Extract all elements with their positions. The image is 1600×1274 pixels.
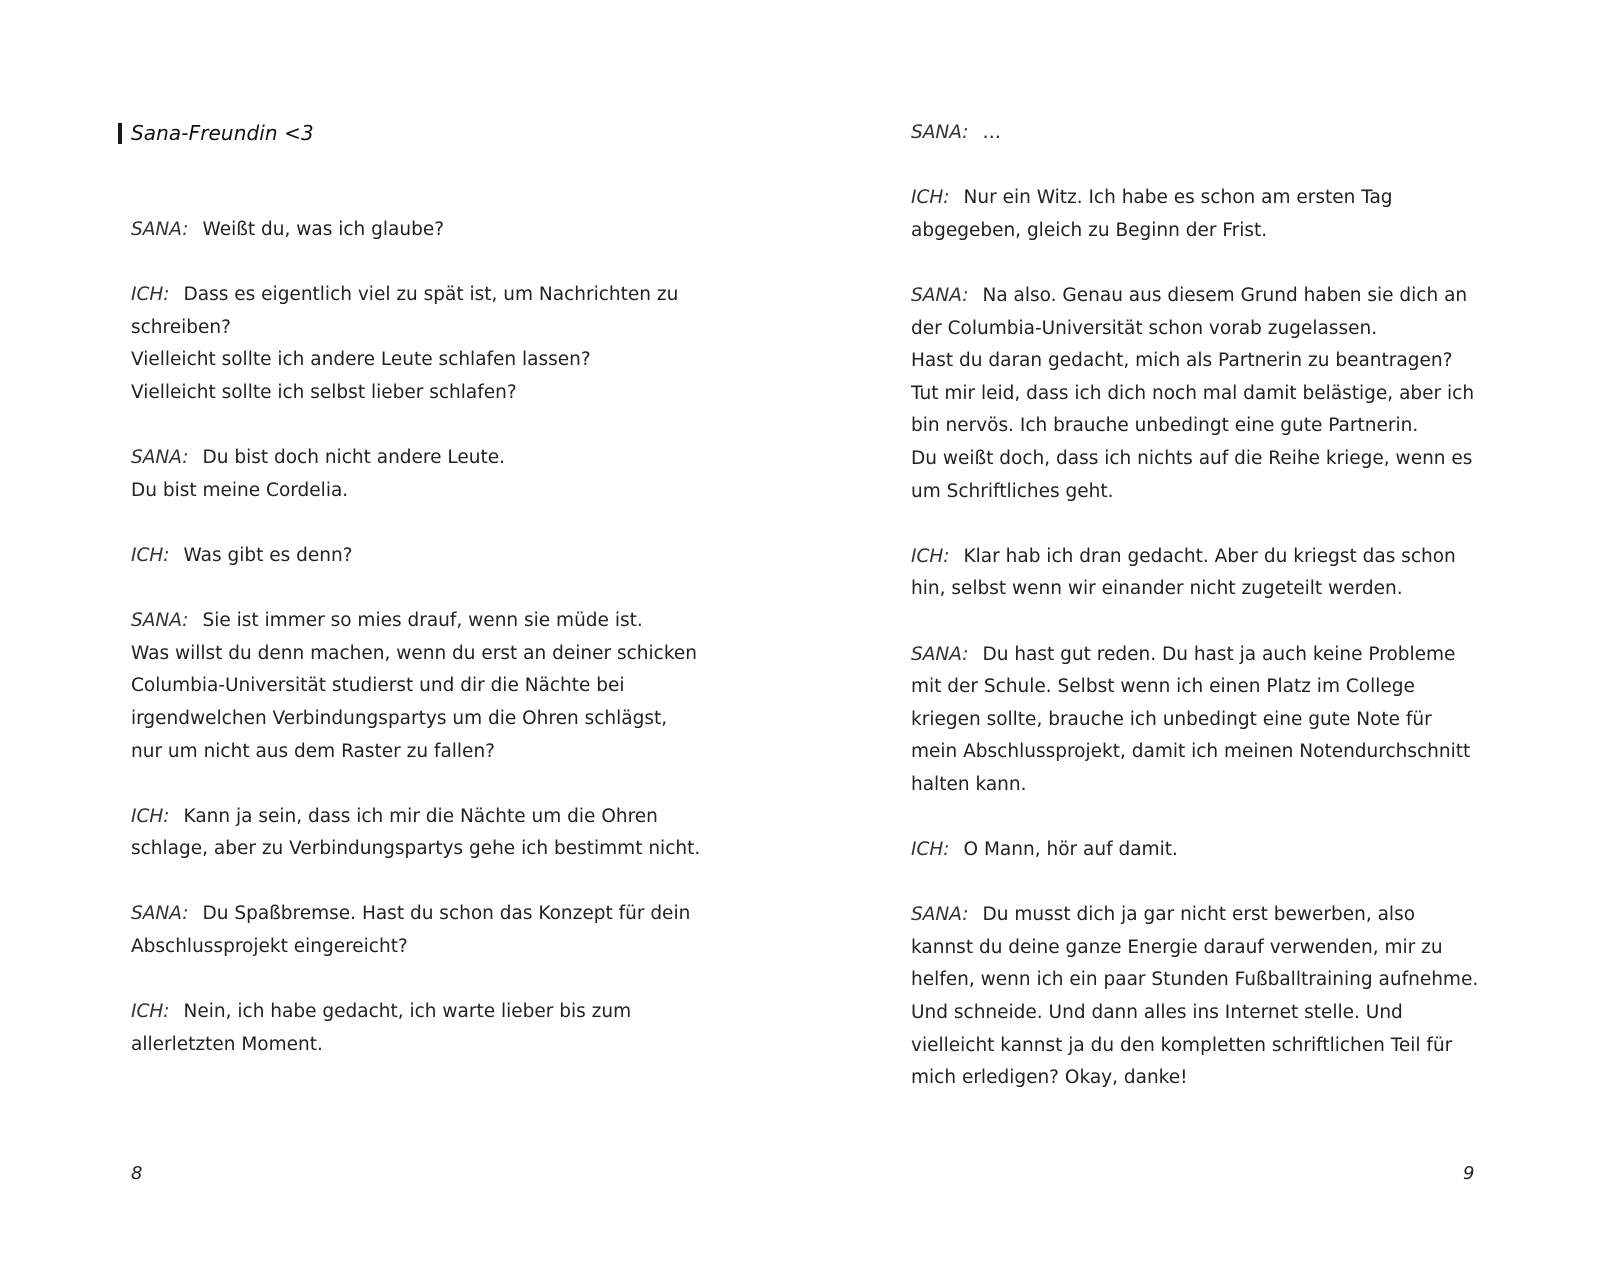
dialogue-text: … — [982, 122, 1001, 143]
dialogue-line — [911, 639, 1501, 672]
dialogue-entry — [911, 280, 1501, 508]
dialogue-text: der Columbia-Universität schon vorab zugelassen. — [911, 317, 1378, 339]
dialogue-text: Hast du daran gedacht, mich als Partnerin zu beantragen? — [911, 350, 1453, 372]
dialogue-line — [131, 670, 711, 703]
dialogue-text: Tut mir leid, dass ich dich noch mal damit belästige, aber ich — [911, 382, 1475, 404]
dialogue-line — [131, 279, 711, 312]
dialogue-line — [131, 475, 711, 508]
dialogue-line — [911, 541, 1501, 574]
dialogue-text: halten kann. — [911, 773, 1027, 795]
dialogue-line — [911, 1030, 1501, 1063]
dialogue-text: schlage, aber zu Verbindungspartys gehe ich bestimmt nicht. — [131, 838, 701, 860]
dialogue-line — [131, 703, 711, 736]
dialogue-text: Weißt du, was ich glaube? — [202, 219, 445, 240]
dialogue-line — [911, 378, 1501, 411]
speaker-label: SANA: — [131, 447, 189, 469]
speaker-label: ICH: — [131, 1001, 170, 1023]
dialogue-entry — [911, 182, 1501, 247]
dialogue-line — [911, 410, 1501, 443]
speaker-label: ICH: — [911, 187, 950, 209]
dialogue-line — [911, 182, 1501, 215]
dialogue-text: allerletzten Moment. — [131, 1033, 323, 1055]
dialogue-line — [131, 442, 711, 475]
dialogue-text: irgendwelchen Verbindungspartys um die Ohren schlägst, — [131, 707, 668, 729]
dialogue-line — [911, 1062, 1501, 1095]
speaker-label: SANA: — [131, 903, 189, 925]
dialogue-line — [131, 736, 711, 769]
dialogue-line — [131, 540, 711, 573]
dialogue-line — [131, 605, 711, 638]
dialogue-text: Nur ein Witz. Ich habe es schon am ersten Tag — [963, 187, 1393, 209]
dialogue-text: bin nervös. Ich brauche unbedingt eine gute Partnerin. — [911, 415, 1419, 437]
dialogue-line — [911, 443, 1501, 476]
dialogue-line — [131, 996, 711, 1029]
dialogue-line — [131, 638, 711, 671]
dialogue-text: hin, selbst wenn wir einander nicht zugeteilt werden. — [911, 578, 1403, 600]
dialogue-line — [911, 573, 1501, 606]
dialogue-entry — [131, 540, 711, 573]
speaker-label: ICH: — [131, 544, 170, 566]
dialogue-entry — [131, 898, 711, 963]
header-bar-mark — [118, 123, 122, 144]
dialogue-line — [911, 476, 1501, 509]
dialogue-text: kannst du deine ganze Energie darauf verwenden, mir zu — [911, 936, 1443, 958]
dialogue-text: Abschlussprojekt eingereicht? — [131, 936, 408, 958]
dialogue-text: Du hast gut reden. Du hast ja auch keine Probleme — [982, 643, 1456, 665]
dialogue-entry — [131, 801, 711, 866]
dialogue-text: Dass es eigentlich viel zu spät ist, um Nachrichten zu — [183, 284, 679, 306]
speaker-label: ICH: — [131, 805, 170, 827]
speaker-label: SANA: — [911, 284, 969, 306]
dialogue-entry — [131, 279, 711, 409]
dialogue-text: um Schriftliches geht. — [911, 480, 1114, 502]
speaker-label: ICH: — [911, 545, 950, 567]
dialogue-line — [911, 704, 1501, 737]
dialogue-line — [911, 769, 1501, 802]
dialogue-text: Vielleicht sollte ich selbst lieber schlafen? — [131, 381, 517, 403]
right-page — [800, 0, 1600, 1274]
speaker-label: ICH: — [131, 284, 170, 306]
dialogue-line — [911, 215, 1501, 248]
dialogue-line — [131, 344, 711, 377]
dialogue-text: Und schneide. Und dann alles ins Internet stelle. Und — [911, 1002, 1403, 1024]
dialogue-line — [911, 280, 1501, 313]
dialogue-text: nur um nicht aus dem Raster zu fallen? — [131, 740, 495, 762]
dialogue-line — [911, 899, 1501, 932]
dialogue-entry — [131, 442, 711, 507]
dialogue-entry — [911, 834, 1501, 867]
dialogue-text: abgegeben, gleich zu Beginn der Frist. — [911, 219, 1268, 241]
dialogue-entry — [911, 117, 1501, 150]
speaker-label: SANA: — [131, 610, 189, 632]
speaker-label: ICH: — [911, 839, 950, 861]
dialogue-text: Na also. Genau aus diesem Grund haben sie dich an — [982, 284, 1468, 306]
dialogue-text: mich erledigen? Okay, danke! — [911, 1067, 1188, 1089]
dialogue-line — [911, 345, 1501, 378]
chat-title: Sana-Freundin <3 — [131, 121, 314, 145]
dialogue-text: Klar hab ich dran gedacht. Aber du kriegst das schon — [963, 545, 1456, 567]
speaker-label: SANA: — [911, 122, 969, 143]
speaker-label: SANA: — [131, 219, 189, 240]
dialogue-line — [131, 833, 711, 866]
dialogue-text: mein Abschlussprojekt, damit ich meinen Notendurchschnitt — [911, 741, 1471, 763]
dialogue-line — [131, 214, 711, 247]
dialogue-text: vielleicht kannst ja du den kompletten schriftlichen Teil für — [911, 1034, 1453, 1056]
dialogue-text: Du weißt doch, dass ich nichts auf die Reihe kriege, wenn es — [911, 447, 1473, 469]
speaker-label: SANA: — [911, 643, 969, 665]
dialogue-entry — [131, 214, 711, 247]
dialogue-text: schreiben? — [131, 316, 231, 338]
dialogue-text: Nein, ich habe gedacht, ich warte lieber bis zum — [183, 1001, 632, 1023]
page-number-right: 9 — [1463, 1163, 1475, 1184]
dialogue-line — [911, 964, 1501, 997]
dialogue-entry — [911, 639, 1501, 802]
dialogue-text: Du musst dich ja gar nicht erst bewerben, also — [982, 904, 1416, 926]
dialogue-text: helfen, wenn ich ein paar Stunden Fußballtraining aufnehme. — [911, 969, 1479, 991]
dialogue-entry — [131, 605, 711, 768]
dialogue-text: Du bist meine Cordelia. — [131, 479, 349, 501]
dialogue-line — [131, 377, 711, 410]
speaker-label: SANA: — [911, 904, 969, 926]
left-dialogue — [131, 214, 711, 1094]
dialogue-text: O Mann, hör auf damit. — [963, 839, 1178, 861]
dialogue-text: Kann ja sein, dass ich mir die Nächte um die Ohren — [183, 805, 658, 827]
dialogue-line — [911, 117, 1501, 150]
dialogue-text: Du Spaßbremse. Hast du schon das Konzept für dein — [202, 903, 691, 925]
dialogue-text: kriegen sollte, brauche ich unbedingt eine gute Note für — [911, 708, 1432, 730]
dialogue-entry — [911, 899, 1501, 1095]
chat-header — [118, 118, 314, 148]
dialogue-line — [911, 997, 1501, 1030]
dialogue-line — [911, 313, 1501, 346]
dialogue-text: Du bist doch nicht andere Leute. — [202, 447, 505, 469]
dialogue-text: Sie ist immer so mies drauf, wenn sie müde ist. — [202, 610, 643, 632]
dialogue-text: Vielleicht sollte ich andere Leute schlafen lassen? — [131, 349, 591, 371]
dialogue-text: mit der Schule. Selbst wenn ich einen Platz im College — [911, 676, 1415, 698]
dialogue-line — [911, 671, 1501, 704]
dialogue-text: Was gibt es denn? — [183, 544, 353, 566]
dialogue-text: Columbia-Universität studierst und dir die Nächte bei — [131, 675, 625, 697]
dialogue-line — [911, 932, 1501, 965]
dialogue-line — [131, 312, 711, 345]
right-dialogue — [911, 117, 1501, 1127]
dialogue-entry — [131, 996, 711, 1061]
dialogue-text: Was willst du denn machen, wenn du erst an deiner schicken — [131, 642, 697, 664]
page-number-left: 8 — [131, 1163, 143, 1184]
dialogue-line — [131, 1029, 711, 1062]
dialogue-line — [911, 736, 1501, 769]
dialogue-line — [131, 801, 711, 834]
dialogue-line — [131, 898, 711, 931]
dialogue-line — [911, 834, 1501, 867]
dialogue-entry — [911, 541, 1501, 606]
dialogue-line — [131, 931, 711, 964]
